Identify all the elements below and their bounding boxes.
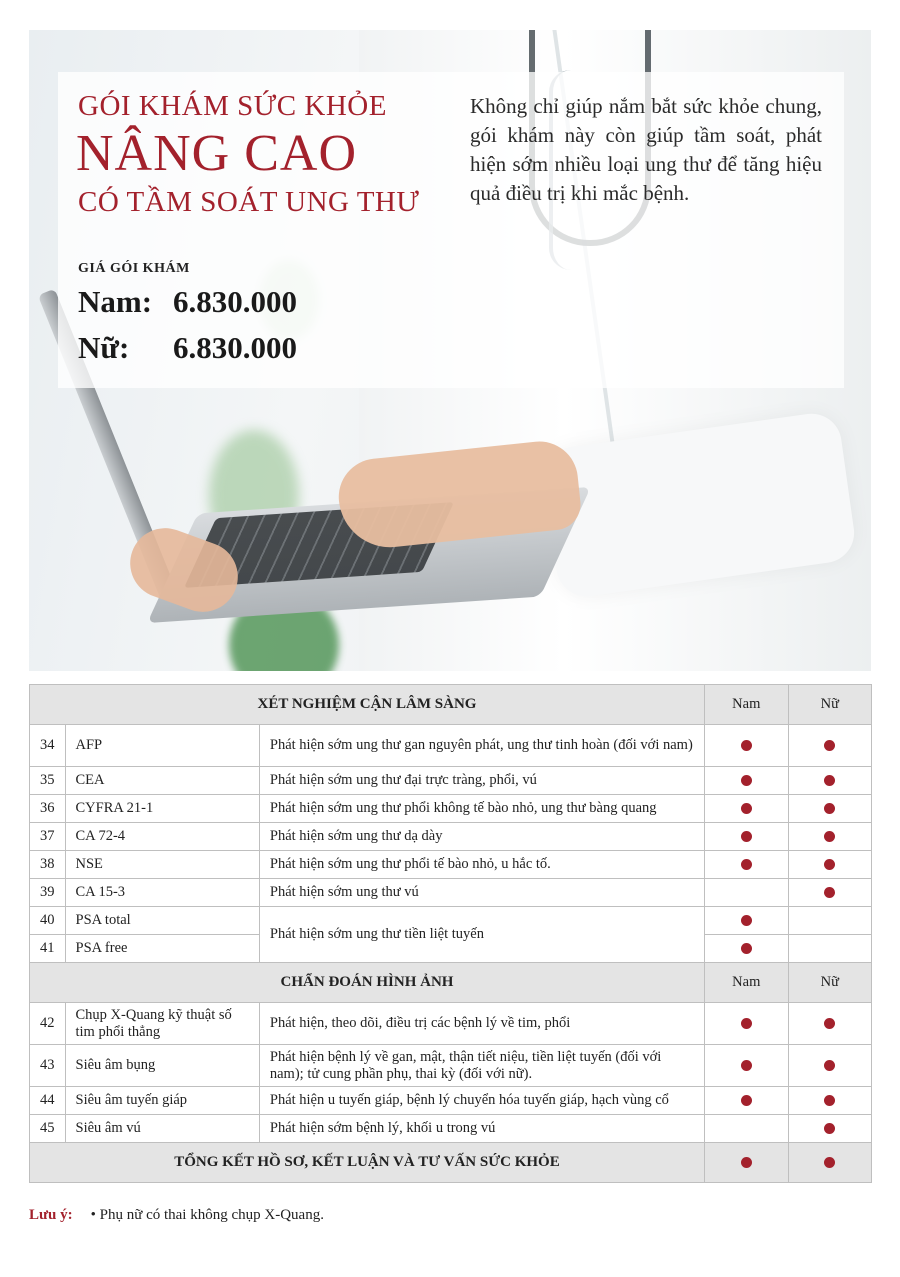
row-number: 41 (30, 935, 66, 963)
table-row (30, 795, 872, 823)
row-number: 38 (30, 851, 66, 879)
test-name: PSA total (65, 907, 259, 935)
female-included-dot (824, 1060, 835, 1071)
male-included-dot (741, 1060, 752, 1071)
summary-title: TỔNG KẾT HỒ SƠ, KẾT LUẬN VÀ TƯ VẤN SỨC KHỎE (30, 1143, 705, 1183)
test-description: Phát hiện u tuyến giáp, bệnh lý chuyển hóa tuyến giáp, hạch vùng cổ (259, 1087, 704, 1115)
row-number: 44 (30, 1087, 66, 1115)
price-male-value: 6.830.000 (173, 284, 297, 319)
summary-row (30, 1143, 872, 1183)
test-description: Phát hiện, theo dõi, điều trị các bệnh lý về tim, phổi (259, 1003, 704, 1045)
package-title-line2: NÂNG CAO (76, 125, 357, 182)
test-name: Chụp X-Quang kỹ thuật số tim phổi thẳng (65, 1003, 259, 1045)
col-female-header: Nữ (788, 963, 871, 1003)
test-description: Phát hiện sớm ung thư phổi không tế bào nhỏ, ung thư bàng quang (259, 795, 704, 823)
test-description: Phát hiện sớm bệnh lý, khối u trong vú (259, 1115, 704, 1143)
test-name: CYFRA 21-1 (65, 795, 259, 823)
price-female-value: 6.830.000 (173, 330, 297, 365)
male-included-dot (741, 803, 752, 814)
test-name: Siêu âm tuyến giáp (65, 1087, 259, 1115)
row-number: 40 (30, 907, 66, 935)
table-row (30, 851, 872, 879)
male-included-dot (741, 775, 752, 786)
female-included-dot (824, 831, 835, 842)
male-included-dot (741, 831, 752, 842)
male-included-dot (741, 915, 752, 926)
male-included-dot (741, 1095, 752, 1106)
test-description: Phát hiện sớm ung thư phổi tế bào nhỏ, u hắc tố. (259, 851, 704, 879)
row-number: 36 (30, 795, 66, 823)
table-row (30, 907, 872, 935)
table-row (30, 767, 872, 795)
col-male-header: Nam (704, 963, 788, 1003)
col-female-header: Nữ (788, 685, 871, 725)
test-name: CA 72-4 (65, 823, 259, 851)
male-included-dot (741, 1157, 752, 1168)
table-row (30, 1045, 872, 1087)
package-intro: Không chỉ giúp nắm bắt sức khỏe chung, gói khám này còn giúp tầm soát, phát hiện sớm nhiều loại ung thư để tăng hiệu quả điều trị khi mắc bệnh. (470, 94, 822, 205)
female-included-dot (824, 1123, 835, 1134)
section-title: XÉT NGHIỆM CẬN LÂM SÀNG (30, 685, 705, 725)
row-number: 35 (30, 767, 66, 795)
female-included-dot (824, 1095, 835, 1106)
package-title-line1: GÓI KHÁM SỨC KHỎE (78, 90, 387, 122)
male-included-dot (741, 740, 752, 751)
test-name: PSA free (65, 935, 259, 963)
female-included-dot (824, 1157, 835, 1168)
test-description: Phát hiện sớm ung thư vú (259, 879, 704, 907)
table-row (30, 1115, 872, 1143)
note-label: Lưu ý: (29, 1207, 73, 1223)
price-male (78, 284, 297, 320)
test-name: Siêu âm bụng (65, 1045, 259, 1087)
section-header-lab (30, 685, 872, 725)
row-number: 37 (30, 823, 66, 851)
footnote (29, 1207, 324, 1224)
test-name: AFP (65, 725, 259, 767)
price-female (78, 330, 297, 366)
male-included-dot (741, 1018, 752, 1029)
table-row (30, 725, 872, 767)
row-number: 42 (30, 1003, 66, 1045)
test-name: Siêu âm vú (65, 1115, 259, 1143)
test-description: Phát hiện sớm ung thư đại trực tràng, phổi, vú (259, 767, 704, 795)
note-text: • Phụ nữ có thai không chụp X-Quang. (90, 1207, 324, 1223)
table-row (30, 879, 872, 907)
female-included-dot (824, 803, 835, 814)
row-number: 39 (30, 879, 66, 907)
female-included-dot (824, 740, 835, 751)
female-included-dot (824, 1018, 835, 1029)
price-female-label: Nữ: (78, 330, 130, 365)
test-name: NSE (65, 851, 259, 879)
services-table (29, 684, 872, 1183)
female-included-dot (824, 859, 835, 870)
female-included-dot (824, 775, 835, 786)
price-male-label: Nam: (78, 284, 153, 319)
test-description: Phát hiện sớm ung thư dạ dày (259, 823, 704, 851)
section-title: CHẨN ĐOÁN HÌNH ẢNH (30, 963, 705, 1003)
test-name: CEA (65, 767, 259, 795)
female-included-dot (824, 887, 835, 898)
package-title-line3: CÓ TẦM SOÁT UNG THƯ (78, 186, 420, 218)
test-name: CA 15-3 (65, 879, 259, 907)
test-description: Phát hiện sớm ung thư tiền liệt tuyến (259, 907, 704, 963)
test-description: Phát hiện bệnh lý về gan, mật, thận tiết niệu, tiền liệt tuyến (đối với nam); tử cung phần phụ, thai kỳ (đối với nữ). (259, 1045, 704, 1087)
table-row (30, 1087, 872, 1115)
section-header-imaging (30, 963, 872, 1003)
row-number: 43 (30, 1045, 66, 1087)
table-row (30, 823, 872, 851)
test-description: Phát hiện sớm ung thư gan nguyên phát, ung thư tinh hoàn (đối với nam) (259, 725, 704, 767)
row-number: 45 (30, 1115, 66, 1143)
table-row (30, 1003, 872, 1045)
col-male-header: Nam (704, 685, 788, 725)
price-label: GIÁ GÓI KHÁM (78, 261, 190, 276)
male-included-dot (741, 859, 752, 870)
male-included-dot (741, 943, 752, 954)
row-number: 34 (30, 725, 66, 767)
